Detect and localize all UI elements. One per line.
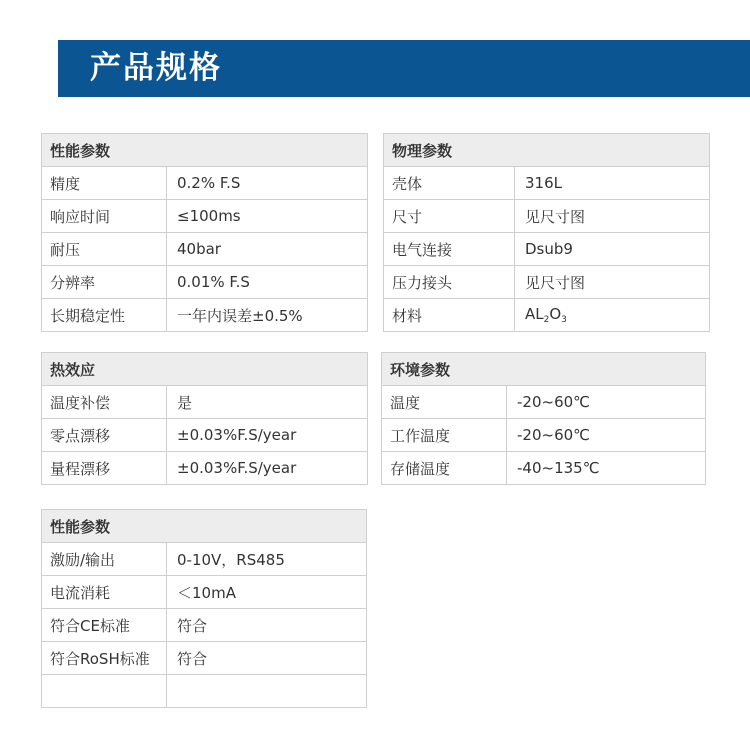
table-row [42, 386, 368, 419]
table-row [42, 576, 367, 609]
table-row [384, 200, 710, 233]
row-label: 压力接头 [384, 266, 515, 299]
row-value: 316L [515, 167, 710, 200]
row-label: 材料 [384, 299, 515, 332]
row-label: 响应时间 [42, 200, 167, 233]
table-title: 性能参数 [42, 134, 368, 167]
table-row [382, 419, 706, 452]
table-row [42, 299, 368, 332]
section-banner [58, 40, 750, 97]
row-value: ＜10mA [167, 576, 367, 609]
table-row [384, 167, 710, 200]
row-value: 0.01% F.S [167, 266, 368, 299]
table-row [382, 386, 706, 419]
table-row [42, 233, 368, 266]
row-label: 工作温度 [382, 419, 507, 452]
row-label [42, 675, 167, 708]
row-value: ±0.03%F.S/year [167, 419, 368, 452]
performance-spec-table [41, 133, 368, 332]
row-label: 尺寸 [384, 200, 515, 233]
row-value: 一年内误差±0.5% [167, 299, 368, 332]
table-row [42, 543, 367, 576]
table-title: 环境参数 [382, 353, 706, 386]
table-title: 性能参数 [42, 510, 367, 543]
row-label: 零点漂移 [42, 419, 167, 452]
row-label: 激励/输出 [42, 543, 167, 576]
row-value: 符合 [167, 609, 367, 642]
table-row [42, 266, 368, 299]
row-value: -20~60℃ [507, 386, 706, 419]
formula-subscript: 3 [561, 315, 567, 325]
table-title: 热效应 [42, 353, 368, 386]
row-label: 精度 [42, 167, 167, 200]
row-value: 是 [167, 386, 368, 419]
row-value: ±0.03%F.S/year [167, 452, 368, 485]
row-label: 温度 [382, 386, 507, 419]
formula-part: AL [525, 305, 544, 323]
row-label: 符合CE标准 [42, 609, 167, 642]
table-title: 物理参数 [384, 134, 710, 167]
row-label: 存储温度 [382, 452, 507, 485]
row-value: -40~135℃ [507, 452, 706, 485]
electrical-spec-table [41, 509, 367, 708]
thermal-spec-table [41, 352, 368, 485]
table-row [42, 452, 368, 485]
row-label: 量程漂移 [42, 452, 167, 485]
row-label: 长期稳定性 [42, 299, 167, 332]
table-row [42, 200, 368, 233]
table-row [384, 299, 710, 332]
physical-spec-table [383, 133, 710, 332]
row-label: 电气连接 [384, 233, 515, 266]
row-value: 见尺寸图 [515, 200, 710, 233]
row-value: ≤100ms [167, 200, 368, 233]
material-value [515, 299, 710, 332]
row-value: 0-10V，RS485 [167, 543, 367, 576]
table-row [42, 609, 367, 642]
section-title: 产品规格 [90, 50, 222, 86]
table-row [382, 452, 706, 485]
row-label: 符合RoSH标准 [42, 642, 167, 675]
row-label: 壳体 [384, 167, 515, 200]
row-value [167, 675, 367, 708]
row-value: 见尺寸图 [515, 266, 710, 299]
row-label: 温度补偿 [42, 386, 167, 419]
table-row [42, 167, 368, 200]
row-value: 0.2% F.S [167, 167, 368, 200]
table-row [42, 642, 367, 675]
row-label: 分辨率 [42, 266, 167, 299]
row-value: -20~60℃ [507, 419, 706, 452]
row-label: 电流消耗 [42, 576, 167, 609]
row-label: 耐压 [42, 233, 167, 266]
table-row [42, 419, 368, 452]
environment-spec-table [381, 352, 706, 485]
table-row [42, 675, 367, 708]
row-value: 40bar [167, 233, 368, 266]
row-value: Dsub9 [515, 233, 710, 266]
row-value: 符合 [167, 642, 367, 675]
formula-subscript: 2 [543, 315, 550, 325]
formula-part: O [549, 305, 562, 323]
table-row [384, 266, 710, 299]
table-row [384, 233, 710, 266]
